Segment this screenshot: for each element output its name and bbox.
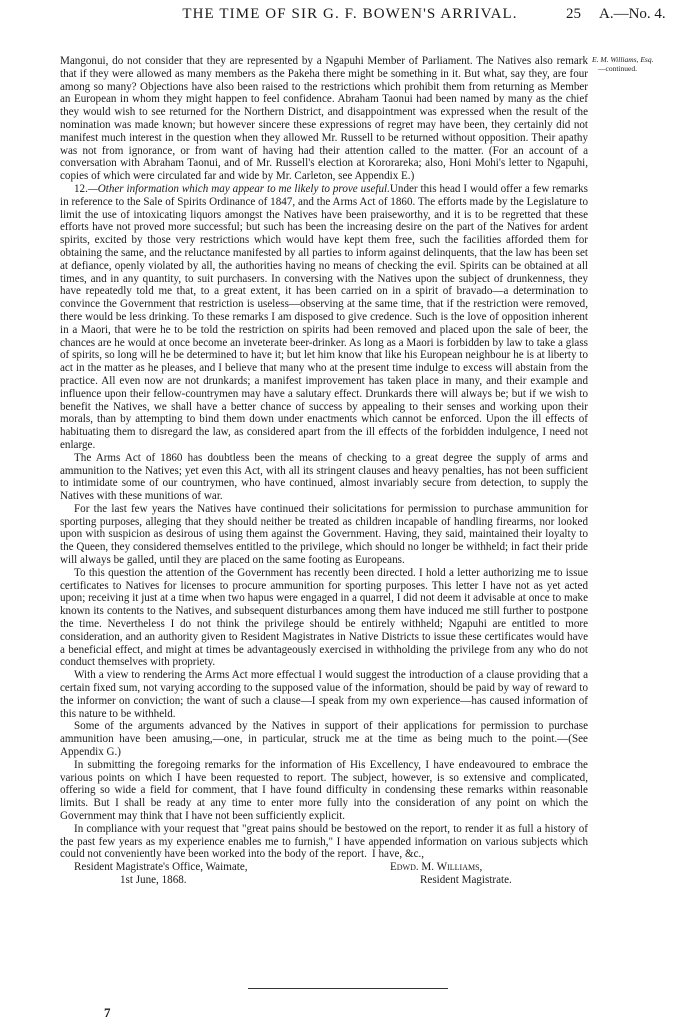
- paragraph-compliance: In compliance with your request that "great pains should be bestowed on the report, to render it as full a history of the past few years as my experience enables me to furnish," I have appended information on various subjects which could not conveniently have been worked into the body of the report.: [60, 822, 588, 861]
- paragraph-arms-act: The Arms Act of 1860 has doubtless been the means of checking to a great degree the supply of arms and ammunition to the Natives; yet even this Act, with all its stringent clauses and heavy penalties, has not been sufficient to intimidate some of our countrymen, who have continued, almost invariably secure from detection, to supply the Natives with these munitions of war.: [60, 451, 588, 503]
- section-12-text: Under this head I would offer a few remarks in reference to the Sale of Spirits Ordinance of 1847, and the Arms Act of 1860. The efforts made by the Legislature to limit the use of intoxicating liquors amongst the Natives have been praiseworthy, and it is to be regretted that these efforts have not proved more successful; but such has been the increasing desire on the part of the Natives for ardent spirits, excited by those very restrictions which would have kept them free, such the facilities afforded them for obtaining the same, and the reluctance manifested by all parties to inform against delinquents, that the law has been set at defiance, openly violated by all, the authorities having no means of checking the evil. Spirits can be obtained at all times, and in any quantity, to suit purchasers. In conversing with the Natives upon the subject of drunkenness, they have repeatedly told me that, to a great extent, it has been carried on in a spirit of bravado—a determination to convince the Government that restriction is useless—observing at the same time, that if the restriction were removed, there would be less drinking. To these remarks I am disposed to give credence. Such is the love of opposition inherent in a Maori, that were he to be told the restriction on spirits had been removed and placed upon the sale of beer, the chances are he would at once become an inveterate beer-drinker. As long as a Maori is forbidden by law to take a glass of spirits, so long will he be determined to have it; but let him know that like his European neighbour he is at liberty to act in the matter as he pleases, and I believe that many who at the present time indulge to excess will abstain from the practice. All even now are not drunkards; a manifest improvement has taken place in many, and their example and influence upon their fellow-countrymen may have a salutary effect. Drunkards there will always be; but if we wish to benefit the Natives, we shall have a better chance of success by appealing to their senses and working upon their morals, than by attempting to bind them down under enactments which cannot be enforced. Upon the ill effects of habituating them to disregard the law, as considered apart from the ill effects of the forbidden indulgence, I need not enlarge.: [60, 182, 588, 451]
- page-number: 25: [566, 6, 581, 22]
- body-text: [60, 55, 588, 913]
- paragraph-arguments: Some of the arguments advanced by the Natives in support of their applications for permission to purchase ammunition have been amusing,—one, in particular, struck me at the time as being much to the point.—(See Appendix G.): [60, 720, 588, 759]
- paragraph-1: Mangonui, do not consider that they are represented by a Ngapuhi Member of Parliament. The Natives also remark that if they were allowed as many members as the Pakeha there might be something in it. But what, say they, are four among so many? Objections have also been raised to the restrictions which prohibit them from returning as Member an European in whom they might happen to feel confidence. Abraham Taonui had been named by many as the chief they would wish to see returned for the Northern District, and disappointment was expressed when the result of the nomination was made known; but however sincere these expressions of regret may have been, they certainly did not manifest much interest in the question when they allowed Mr. Russell to be returned without opposition. Their apathy was not from ignorance, or from want of having had their attention called to the matter. (For an account of a conversation with Abraham Taonui, and of Mr. Russell's election at Kororareka; also, Honi Mohi's letter to Ngapuhi, copies of which were circulated far and wide by Mr. Carleton, see Appendix E.): [60, 55, 588, 183]
- section-12-number: 12.: [74, 182, 88, 195]
- document-reference: A.—No. 4.: [599, 6, 666, 22]
- signature-closing: I have, &c.,: [372, 848, 425, 861]
- signature-title: Resident Magistrate.: [420, 874, 512, 887]
- margin-note-continued: —continued.: [598, 64, 637, 73]
- paragraph-solicitations: For the last few years the Natives have continued their solicitations for permission to purchase ammunition for sporting purposes, alleging that they should neither be treated as children incapable of handling firearms, nor looked upon with suspicion as desirous of using them against the Government. Having, they said, maintained their loyalty to the Queen, they considered themselves entitled to the privilege, which should no longer be withheld; in fact their pride will always be galled, until they are placed on the same footing as Europeans.: [60, 502, 588, 567]
- section-12-heading: —Other information which may appear to me likely to prove useful.: [87, 182, 390, 195]
- paragraph-section-12: [60, 183, 588, 452]
- signature-office: Resident Magistrate's Office, Waimate,: [74, 861, 248, 874]
- signature-mark: 7: [104, 1005, 111, 1020]
- signature-name: Edwd. M. Williams,: [390, 861, 483, 874]
- paragraph-arms-act-clause: With a view to rendering the Arms Act more effectual I would suggest the introduction of a clause providing that a certain fixed sum, not varying according to the supposed value of the information, should be paid by way of reward to the informer on conviction; the want of such a clause—I speak from my own experience—has caused information of this nature to be withheld.: [60, 669, 588, 720]
- margin-note-author: E. M. Williams, Esq.: [592, 55, 654, 64]
- paragraph-submitting: In submitting the foregoing remarks for the information of His Excellency, I have endeavoured to embrace the various points on which I have been requested to report. The subject, however, is so extensive and complicated, offering so wide a field for comment, that I have found difficulty in condensing these remarks within reasonable limits. But I shall be ready at any time to enter more fully into the consideration of any point on which the Government may think that I have not been sufficiently explicit.: [60, 758, 588, 823]
- signature-block: [60, 848, 588, 913]
- footer-rule: [248, 988, 448, 989]
- paragraph-government-attention: To this question the attention of the Government has recently been directed. I hold a letter authorizing me to issue certificates to Natives for licenses to procure ammunition for sporting purposes. This letter I have not as yet acted upon; receiving it just at a time when two hapus were engaged in a quarrel, I did not deem it advisable at once to make known its contents to the Natives, and subsequent disturbances among them have induced me still further to postpone the time. Nevertheless I do not think the privilege should be entirely withheld; Ngapuhi are entitled to more consideration, and an authority given to Resident Magistrates in Native Districts to issue these certificates would have a beneficial effect, and might at times be advantageously exercised in withholding the privilege from any who do not conduct themselves with propriety.: [60, 566, 588, 669]
- margin-note: [592, 55, 698, 73]
- signature-date: 1st June, 1868.: [120, 874, 187, 887]
- running-header-title: THE TIME OF SIR G. F. BOWEN'S ARRIVAL.: [182, 6, 518, 22]
